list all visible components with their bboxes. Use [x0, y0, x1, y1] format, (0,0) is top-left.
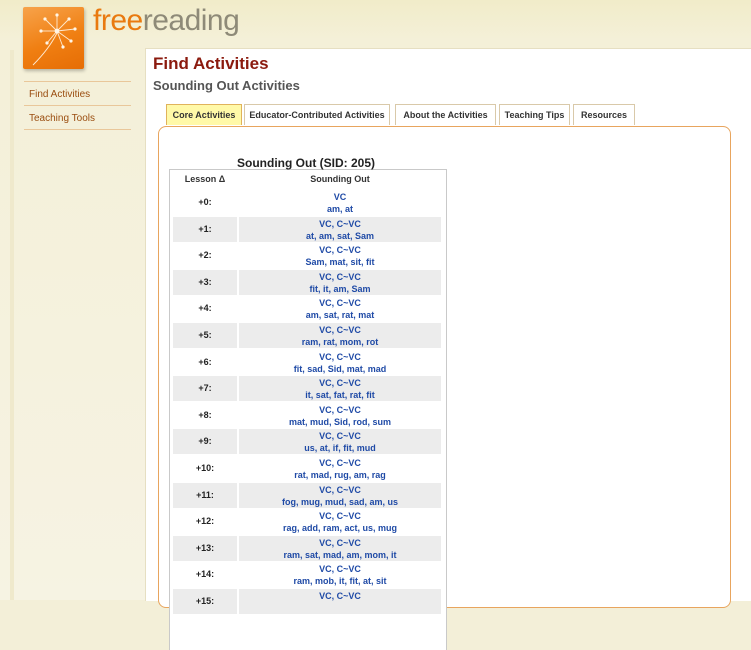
- sounding-out-cell: [239, 217, 441, 242]
- logo-free-text: free: [93, 4, 143, 37]
- lesson-cell: +10:: [195, 463, 215, 473]
- sounding-out-cell: [239, 562, 441, 587]
- words-link[interactable]: rag, add, ram, act, us, mug: [282, 523, 398, 534]
- table-row: [173, 536, 441, 561]
- lesson-cell: +9:: [173, 429, 237, 454]
- words-link[interactable]: at, am, sat, Sam: [305, 230, 375, 241]
- pattern-link[interactable]: VC, C~VC: [319, 591, 361, 601]
- pattern-link[interactable]: VC, C~VC: [319, 458, 361, 468]
- table-row: [173, 456, 441, 481]
- words-link[interactable]: Sam, mat, sit, fit: [305, 257, 375, 268]
- words-link[interactable]: rat, mad, rug, am, rag: [294, 470, 386, 480]
- sounding-out-cell: [239, 190, 441, 215]
- sidebar-item-find-activities[interactable]: Find Activities: [24, 81, 131, 105]
- lesson-cell: +5:: [173, 323, 237, 348]
- words-link[interactable]: am, at: [326, 204, 353, 214]
- sounding-out-cell: [239, 483, 441, 508]
- table-row: [173, 589, 441, 614]
- words-link[interactable]: ram, sat, mad, am, mom, it: [283, 549, 397, 560]
- words-link[interactable]: fog, mug, mud, sad, am, us: [281, 496, 398, 507]
- lesson-cell: +14:: [195, 569, 215, 580]
- table-row: [173, 509, 441, 534]
- table-row: [173, 323, 441, 348]
- logo-reading-text: reading: [142, 4, 240, 37]
- sounding-out-cell: [239, 403, 441, 428]
- tab-educator-contributed-activities[interactable]: Educator-Contributed Activities: [244, 104, 390, 125]
- sidebar-nav: [24, 81, 131, 130]
- pattern-link[interactable]: VC, C~VC: [319, 564, 361, 575]
- sidebar-item-teaching-tools[interactable]: Teaching Tools: [24, 105, 131, 130]
- words-link[interactable]: us, at, if, fit, mud: [304, 443, 376, 454]
- tab-about-the-activities[interactable]: About the Activities: [395, 104, 496, 125]
- lesson-cell: +4:: [198, 303, 212, 314]
- pattern-link[interactable]: VC, C~VC: [319, 325, 361, 335]
- lesson-cell: +6:: [198, 356, 212, 367]
- lesson-cell: +13:: [173, 536, 237, 561]
- words-link[interactable]: ram, mob, it, fit, at, sit: [293, 576, 387, 587]
- table-row: [173, 190, 441, 215]
- lesson-cell: +11:: [173, 483, 237, 508]
- sounding-out-cell: [239, 456, 441, 481]
- table-row: [173, 429, 441, 454]
- table-row: [173, 217, 441, 242]
- pattern-link[interactable]: VC, C~VC: [319, 298, 361, 309]
- sounding-out-cell: [239, 509, 441, 534]
- lesson-cell: +12:: [195, 516, 215, 527]
- table-row: [173, 376, 441, 401]
- pattern-link[interactable]: VC, C~VC: [319, 218, 361, 229]
- table-row: [173, 243, 441, 268]
- pattern-link[interactable]: VC, C~VC: [319, 271, 361, 282]
- main-panel: [145, 48, 751, 606]
- words-link[interactable]: fit, sad, Sid, mat, mad: [293, 363, 387, 374]
- lesson-cell: +15:: [173, 589, 237, 614]
- pattern-link[interactable]: VC, C~VC: [319, 484, 361, 495]
- sounding-out-cell: [239, 243, 441, 268]
- page-frame: [10, 50, 14, 600]
- lesson-cell: +2:: [198, 250, 212, 261]
- pattern-link[interactable]: VC, C~VC: [319, 511, 361, 522]
- table-row: [173, 403, 441, 428]
- table-row: [173, 562, 441, 587]
- table-row: [173, 483, 441, 508]
- lesson-cell: +1:: [173, 217, 237, 242]
- pattern-link[interactable]: VC, C~VC: [319, 431, 361, 442]
- pattern-link[interactable]: VC, C~VC: [319, 404, 361, 415]
- sounding-out-cell: [239, 589, 441, 614]
- column-header-sounding-out: Sounding Out: [310, 174, 370, 184]
- table-row: [173, 350, 441, 375]
- sounding-out-cell: [239, 536, 441, 561]
- sounding-out-table: [169, 169, 447, 650]
- lesson-cell: +0:: [198, 197, 212, 207]
- pattern-link[interactable]: VC, C~VC: [319, 378, 361, 389]
- sounding-out-cell: [239, 296, 441, 321]
- words-link[interactable]: it, sat, fat, rat, fit: [305, 390, 375, 401]
- sounding-out-cell: [239, 270, 441, 295]
- pattern-link[interactable]: VC, C~VC: [319, 537, 361, 548]
- tab-teaching-tips[interactable]: Teaching Tips: [499, 104, 570, 125]
- logo-dandelion-icon[interactable]: [23, 7, 84, 69]
- table-caption: Sounding Out (SID: 205): [237, 156, 375, 170]
- sounding-out-cell: [239, 350, 441, 375]
- lesson-cell: +3:: [173, 270, 237, 295]
- table-row: [173, 270, 441, 295]
- sounding-out-cell: [239, 323, 441, 348]
- logo-wordmark[interactable]: [93, 4, 239, 38]
- sounding-out-cell: [239, 376, 441, 401]
- lesson-cell: +8:: [198, 409, 212, 420]
- tab-resources[interactable]: Resources: [573, 104, 635, 125]
- pattern-link[interactable]: VC, C~VC: [319, 245, 361, 256]
- page-subtitle: Sounding Out Activities: [153, 78, 300, 93]
- words-link[interactable]: fit, it, am, Sam: [309, 283, 371, 294]
- pattern-link[interactable]: VC, C~VC: [319, 351, 361, 362]
- page-title: Find Activities: [153, 54, 269, 73]
- tab-core-activities[interactable]: Core Activities: [166, 104, 242, 125]
- words-link[interactable]: am, sat, rat, mat: [305, 310, 375, 321]
- pattern-link[interactable]: VC: [333, 192, 347, 202]
- sounding-out-cell: [239, 429, 441, 454]
- words-link[interactable]: mat, mud, Sid, rod, sum: [288, 416, 391, 427]
- lesson-cell: +7:: [173, 376, 237, 401]
- words-link[interactable]: ram, rat, mom, rot: [301, 337, 379, 347]
- column-header-lesson[interactable]: Lesson Δ: [184, 174, 226, 184]
- table-row: [173, 296, 441, 321]
